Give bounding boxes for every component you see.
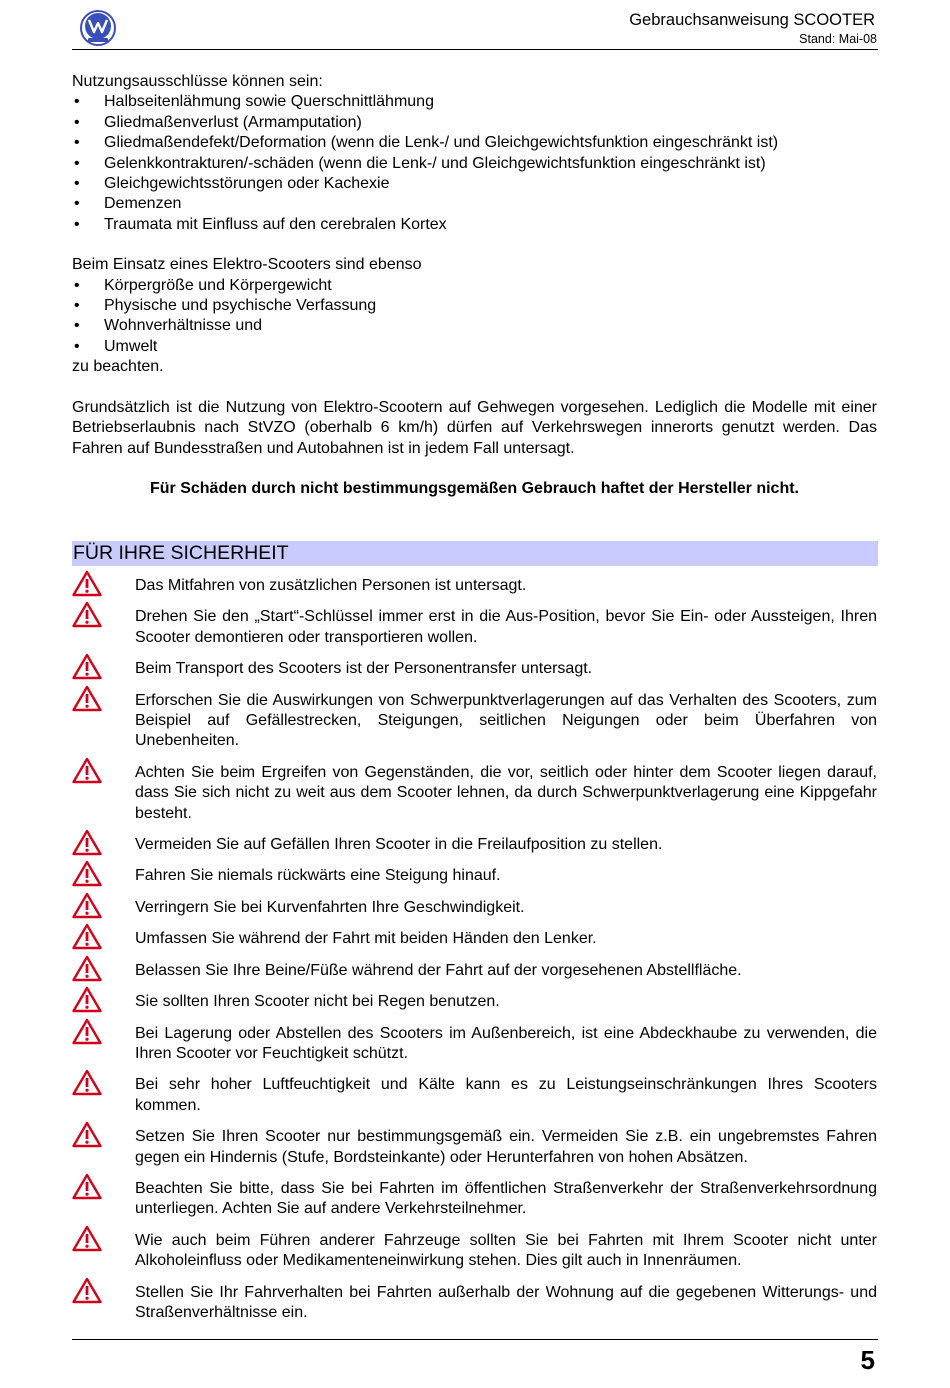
warning-item: [72, 1127, 877, 1168]
warning-text: Drehen Sie den „Start“-Schlüssel immer erst in die Aus-Position, bevor Sie Ein- oder Aussteigen, Ihren Scooter demontieren oder transportieren wollen.: [135, 608, 877, 646]
warning-item: [72, 607, 877, 648]
warning-text: Vermeiden Sie auf Gefällen Ihren Scooter in die Freilaufposition zu stellen.: [135, 836, 663, 854]
safety-warnings-list: [72, 576, 877, 1334]
warning-triangle-icon: [72, 860, 102, 887]
list-item: • Demenzen: [72, 194, 877, 214]
document-title: Gebrauchsanweisung SCOOTER: [629, 11, 875, 29]
warning-triangle-icon: [72, 829, 102, 856]
warning-triangle-icon: [72, 570, 102, 597]
warning-item: [72, 866, 877, 886]
warning-item: [72, 1179, 877, 1220]
list-item: • Körpergröße und Körpergewicht: [72, 276, 877, 296]
footer-divider: [72, 1339, 878, 1340]
warning-text: Wie auch beim Führen anderer Fahrzeuge sollten Sie bei Fahrten mit Ihrem Scooter nicht unter Alkoholeinfluss oder Medikamenteneinwirkung stehen. Dies gilt auch in Innenräumen.: [135, 1231, 877, 1270]
warning-triangle-icon: [72, 1225, 102, 1252]
list-item: • Halbseitenlähmung sowie Querschnittlähmung: [72, 92, 877, 112]
warning-triangle-icon: [72, 1121, 102, 1148]
warning-item: [72, 961, 877, 981]
warning-item: [72, 1231, 877, 1272]
warning-triangle-icon: [72, 892, 102, 919]
warning-text: Das Mitfahren von zusätzlichen Personen ist untersagt.: [135, 577, 527, 594]
warning-item: [72, 992, 877, 1012]
warning-triangle-icon: [72, 1277, 102, 1304]
warning-item: [72, 659, 877, 679]
list-item: • Umwelt: [72, 337, 877, 357]
warning-triangle-icon: [72, 1069, 102, 1096]
page-number: 5: [860, 1345, 875, 1375]
warning-item: [72, 929, 877, 949]
intro-section: [72, 72, 877, 499]
warning-triangle-icon: [72, 1018, 102, 1045]
warning-triangle-icon: [72, 955, 102, 982]
consider-list: [72, 276, 877, 358]
warning-text: Achten Sie beim Ergreifen von Gegenständen, die vor, seitlich oder hinter dem Scooter liegen darauf, dass Sie sich nicht zu weit aus dem Scooter lehnen, da durch Schwerpunktverlagerung eine Kippgefahr besteht.: [135, 763, 877, 822]
liability-notice: Für Schäden durch nicht bestimmungsgemäßen Gebrauch haftet der Hersteller nicht.: [149, 479, 799, 497]
consider-tail: zu beachten.: [72, 358, 164, 376]
warning-triangle-icon: [72, 1173, 102, 1200]
list-item: • Gelenkkontrakturen/-schäden (wenn die Lenk-/ und Gleichgewichtsfunktion eingeschränkt ist): [72, 154, 877, 174]
warning-triangle-icon: [72, 653, 102, 680]
list-item: • Gliedmaßendefekt/Deformation (wenn die Lenk-/ und Gleichgewichtsfunktion eingeschränkt ist): [72, 133, 877, 153]
warning-item: [72, 898, 877, 918]
warning-item: [72, 835, 877, 855]
consider-title: Beim Einsatz eines Elektro-Scooters sind ebenso: [72, 256, 422, 274]
warning-triangle-icon: [72, 601, 102, 628]
warning-item: [72, 691, 877, 752]
usage-paragraph: Grundsätzlich ist die Nutzung von Elektro-Scootern auf Gehwegen vorgesehen. Lediglich die Modelle mit einer Betriebserlaubnis nach StVZO (oberhalb 6 km/h) dürfen auf Verkehrswegen innerorts genutzt werden. Das Fahren auf Bundesstraßen und Autobahnen ist in jedem Fall untersagt.: [72, 398, 877, 457]
warning-text: Belassen Sie Ihre Beine/Füße während der Fahrt auf der vorgesehenen Abstellfläche.: [135, 961, 742, 979]
warning-item: [72, 763, 877, 824]
warning-text: Verringern Sie bei Kurvenfahrten Ihre Geschwindigkeit.: [135, 898, 525, 916]
warning-text: Sie sollten Ihren Scooter nicht bei Regen benutzen.: [135, 993, 500, 1011]
warning-text: Bei sehr hoher Luftfeuchtigkeit und Kälte kann es zu Leistungseinschränkungen Ihres Scooters kommen.: [135, 1076, 877, 1114]
company-logo: [80, 10, 116, 46]
list-item: • Traumata mit Einfluss auf den cerebralen Kortex: [72, 215, 877, 235]
warning-triangle-icon: [72, 757, 102, 784]
section-heading-safety: FÜR IHRE SICHERHEIT: [72, 541, 878, 566]
list-item: • Gliedmaßenverlust (Armamputation): [72, 113, 877, 133]
warning-text: Beachten Sie bitte, dass Sie bei Fahrten im öffentlichen Straßenverkehr der Straßenverkehrsordnung unterliegen. Achten Sie auf andere Verkehrsteilnehmer.: [135, 1179, 877, 1218]
list-item: • Physische und psychische Verfassung: [72, 296, 877, 316]
warning-text: Fahren Sie niemals rückwärts eine Steigung hinauf.: [135, 867, 501, 885]
exclusions-list: [72, 92, 877, 235]
warning-item: [72, 1283, 877, 1324]
warning-item: [72, 1075, 877, 1116]
warning-text: Setzen Sie Ihren Scooter nur bestimmungsgemäß ein. Vermeiden Sie z.B. ein ungebremstes Fahren gegen ein Hindernis (Stufe, Bordsteinkante) oder Herunterfahren von hohen Absätzen.: [135, 1128, 877, 1166]
list-item: • Wohnverhältnisse und: [72, 316, 877, 336]
document-version: Stand: Mai-08: [799, 32, 877, 46]
warning-item: [72, 576, 877, 596]
list-item: • Gleichgewichtsstörungen oder Kachexie: [72, 174, 877, 194]
warning-triangle-icon: [72, 685, 102, 712]
header-divider: [72, 49, 878, 50]
warning-text: Bei Lagerung oder Abstellen des Scooters im Außenbereich, ist eine Abdeckhaube zu verwenden, die Ihren Scooter vor Feuchtigkeit schützt.: [135, 1024, 877, 1062]
warning-triangle-icon: [72, 986, 102, 1013]
warning-text: Beim Transport des Scooters ist der Personentransfer untersagt.: [135, 660, 593, 678]
warning-triangle-icon: [72, 923, 102, 950]
warning-text: Stellen Sie Ihr Fahrverhalten bei Fahrten außerhalb der Wohnung auf die gegebenen Witterungs- und Straßenverhältnisse ein.: [135, 1283, 877, 1321]
warning-text: Erforschen Sie die Auswirkungen von Schwerpunktverlagerungen auf das Verhalten des Scooters, zum Beispiel auf Gefällestrecken, Steigungen, seitlichen Neigungen oder beim Überfahren von Unebenheiten.: [135, 691, 877, 750]
exclusions-title: Nutzungsausschlüsse können sein:: [72, 73, 323, 90]
warning-item: [72, 1024, 877, 1065]
warning-text: Umfassen Sie während der Fahrt mit beiden Händen den Lenker.: [135, 930, 597, 948]
